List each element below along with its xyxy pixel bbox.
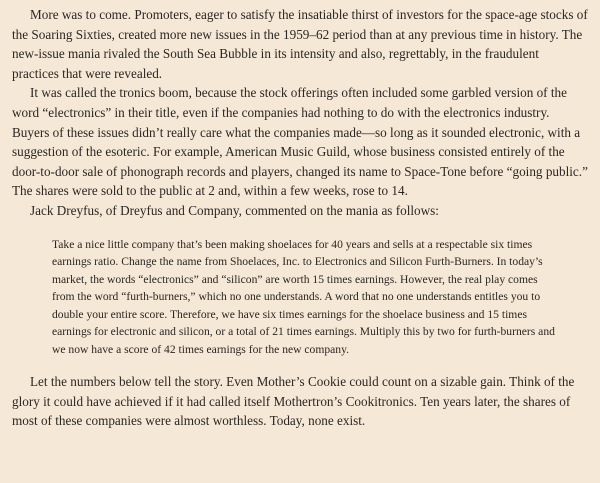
paragraph-new-issues: More was to come. Promoters, eager to satisfy the insatiable thirst of investors for the space-age stocks of the Soaring Sixties, created more new issues in the 1959–62 period than at any previous time in history. The new-issue mania rivaled the South Sea Bubble in its intensity and also, regrettably, in the fraudulent practices that were revealed. [12, 7, 588, 81]
dreyfus-quote [52, 236, 588, 359]
paragraph-dreyfus-intro: Jack Dreyfus, of Dreyfus and Company, commented on the mania as follows: [30, 202, 439, 218]
quote-text: Take a nice little company that’s been making shoelaces for 40 years and sells at a respectable six times earnings ratio. Change the name from Shoelaces, Inc. to Electronics and Silicon Furth-Burners. In today’s market, the words “electronics” and “silicon” are worth 15 times earnings. However, the real play comes from the word “furth-burners,” which no one understands. A word that no one understands entitles you to double your entire score. Therefore, we have six times earnings for the shoelace business and 15 times earnings for electronic and silicon, or a total of 21 times earnings. Multiply this by two for furth-burners and we now have a score of 42 times earnings for the new company. [52, 237, 555, 356]
paragraph-closing: Let the numbers below tell the story. Even Mother’s Cookie could count on a sizable gain. Think of the glory it could have achieved if it had called itself Mothertron’s Cookitronics. Ten years later, the shares of most of these companies were almost worthless. Today, none exist. [12, 374, 575, 429]
paragraph-tronics-boom: It was called the tronics boom, because the stock offerings often included some garbled version of the word “electronics” in their title, even if the companies had nothing to do with the electronics industry. Buyers of these issues didn’t really care what the companies made—so long as it sounded electronic, with a suggestion of the esoteric. For example, American Music Guild, whose business consisted entirely of the door-to-door sale of phonograph records and players, changed its name to Space-Tone before “going public.” The shares were sold to the public at 2 and, within a few weeks, rose to 14. [12, 85, 588, 199]
